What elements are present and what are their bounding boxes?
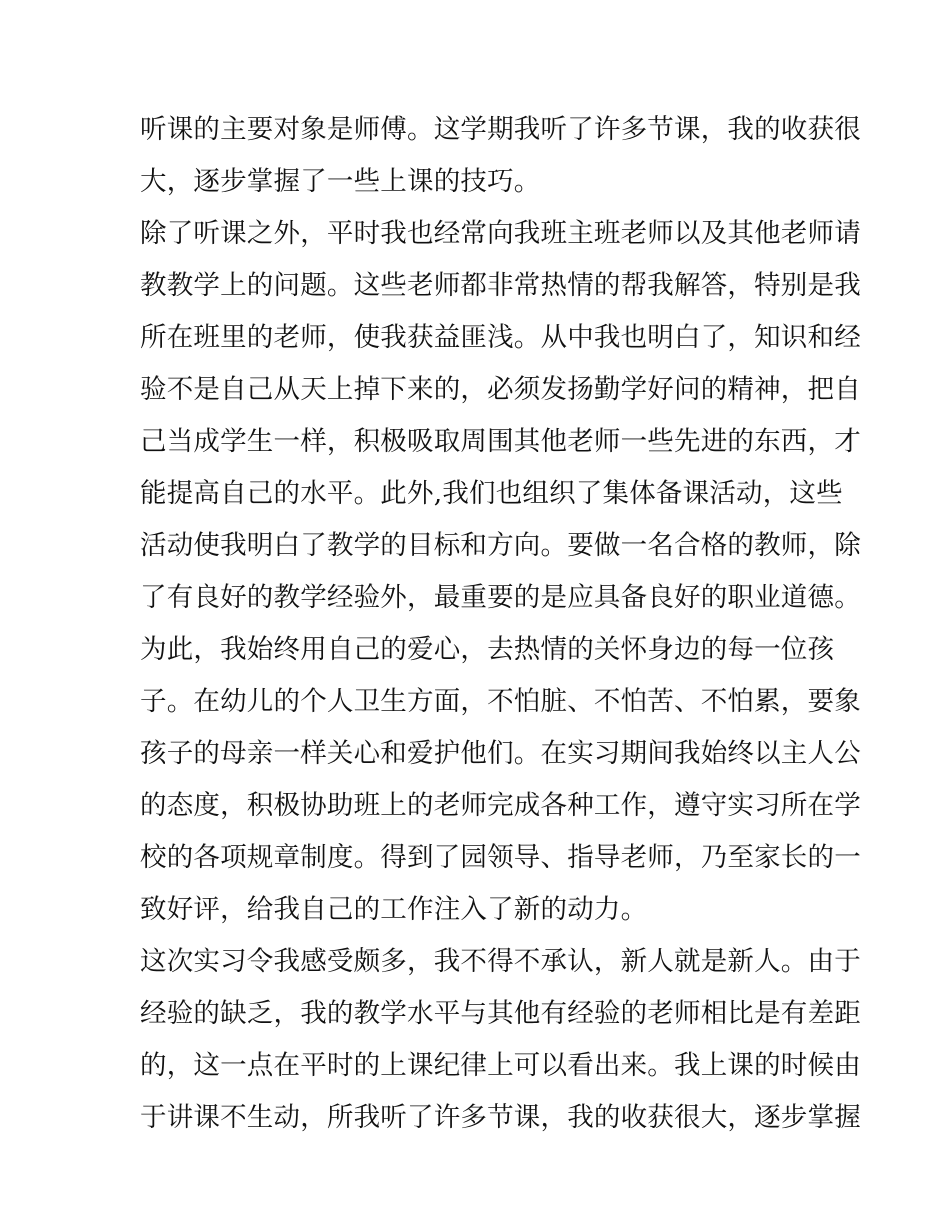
text-line: 大，逐步掌握了一些上课的技巧。 (140, 166, 541, 197)
text-line: 子。在幼儿的个人卫生方面，不怕脏、不怕苦、不怕累，要象 (140, 686, 861, 717)
text-line: 致好评，给我自己的工作注入了新的动力。 (140, 894, 648, 925)
text-line: 为此，我始终用自己的爱心，去热情的关怀身边的每一位孩 (140, 634, 835, 665)
text-line: 了有良好的教学经验外，最重要的是应具备良好的职业道德。 (140, 582, 861, 613)
text-line: 于讲课不生动，所我听了许多节课，我的收获很大，逐步掌握 (140, 1102, 861, 1133)
text-line: 经验的缺乏，我的教学水平与其他有经验的老师相比是有差距 (140, 998, 861, 1029)
text-line: 己当成学生一样，积极吸取周围其他老师一些先进的东西，才 (140, 426, 861, 457)
text-line: 活动使我明白了教学的目标和方向。要做一名合格的教师，除 (140, 530, 861, 561)
text-line: 除了听课之外，平时我也经常向我班主班老师以及其他老师请 (140, 218, 861, 249)
text-line: 的态度，积极协助班上的老师完成各种工作，遵守实习所在学 (140, 790, 861, 821)
text-line: 验不是自己从天上掉下来的，必须发扬勤学好问的精神，把自 (140, 374, 861, 405)
text-line: 孩子的母亲一样关心和爱护他们。在实习期间我始终以主人公 (140, 738, 861, 769)
text-line: 这次实习令我感受颇多，我不得不承认，新人就是新人。由于 (140, 946, 861, 977)
text-line: 的，这一点在平时的上课纪律上可以看出来。我上课的时候由 (140, 1050, 861, 1081)
text-line: 听课的主要对象是师傅。这学期我听了许多节课，我的收获很 (140, 114, 861, 145)
text-line: 校的各项规章制度。得到了园领导、指导老师，乃至家长的一 (140, 842, 861, 873)
text-line: 能提高自己的水平。此外,我们也组织了集体备课活动，这些 (140, 478, 843, 509)
text-line: 所在班里的老师，使我获益匪浅。从中我也明白了，知识和经 (140, 322, 861, 353)
text-line: 教教学上的问题。这些老师都非常热情的帮我解答，特别是我 (140, 270, 861, 301)
